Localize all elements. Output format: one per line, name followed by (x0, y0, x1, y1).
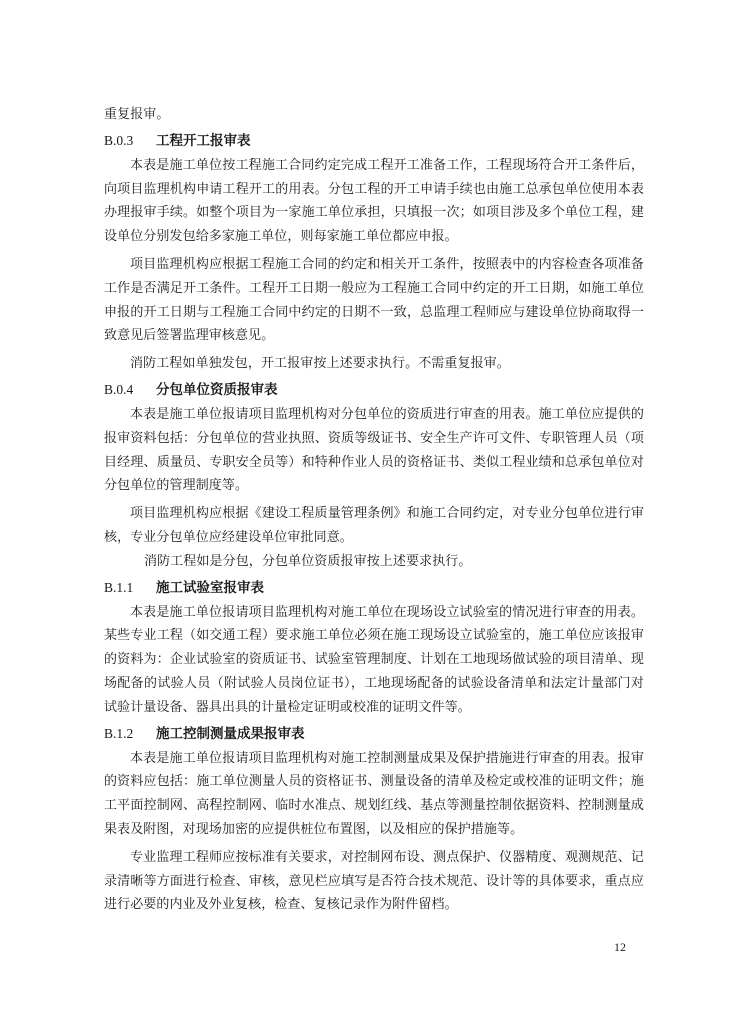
section-heading-b04 (104, 378, 644, 402)
paragraph: 消防工程如单独发包，开工报审按上述要求执行。不需重复报审。 (130, 356, 510, 372)
page-number: 12 (614, 940, 626, 954)
section-number: B.0.4 (104, 381, 134, 397)
body-text (104, 103, 644, 917)
paragraph: 项目监理机构应根据《建设工程质量管理条例》和施工合同约定，对专业分包单位进行审核，专业分包单位应经建设单位审批同意。 (104, 506, 644, 545)
paragraph: 重复报审。 (104, 107, 170, 122)
section-heading-b03 (104, 129, 644, 153)
paragraph: 本表是施工单位按工程施工合同约定完成工程开工准备工作，工程现场符合开工条件后，向项目监理机构申请工程开工的用表。分包工程的开工申请手续也由施工总承包单位使用本表办理报审手续。如整个项目为一家施工单位承担，只填报一次；如项目涉及多个单位工程，建设单位分别发包给多家施工单位，则每家施工单位都应申报。 (104, 157, 644, 245)
section-title: 分包单位资质报审表 (156, 381, 278, 398)
section-heading-b11 (104, 576, 644, 600)
section-heading-b12 (104, 722, 644, 746)
section-title: 施工控制测量成果报审表 (156, 725, 305, 742)
paragraph: 本表是施工单位报请项目监理机构对施工单位在现场设立试验室的情况进行审查的用表。某些专业工程（如交通工程）要求施工单位必须在施工现场设立试验室的，施工单位应该报审的资料为：企业试验室的资质证书、试验室管理制度、计划在工地现场做试验的项目清单、现场配备的试验人员（附试验人员岗位证书），工地现场配备的试验设备清单和法定计量部门对试验计量设备、器具出具的计量检定证明或校准的证明文件等。 (104, 604, 644, 715)
paragraph: 本表是施工单位报请项目监理机构对分包单位的资质进行审查的用表。施工单位应提供的报审资料包括：分包单位的营业执照、资质等级证书、安全生产许可文件、专职管理人员（项目经理、质量员、专职安全员等）和特种作业人员的资格证书、类似工程业绩和总承包单位对分包单位的管理制度等。 (104, 406, 644, 494)
paragraph: 项目监理机构应根据工程施工合同的约定和相关开工条件，按照表中的内容检查各项准备工作是否满足开工条件。工程开工日期一般应为工程施工合同中约定的开工日期，如施工单位申报的开工日期与工程施工合同中约定的日期不一致，总监理工程师应与建设单位协商取得一致意见后签署监理审核意见。 (104, 256, 644, 344)
section-number: B.0.3 (104, 132, 134, 148)
section-title: 工程开工报审表 (156, 132, 251, 149)
section-title: 施工试验室报审表 (156, 579, 264, 596)
section-number: B.1.2 (104, 725, 134, 741)
paragraph: 本表是施工单位报请项目监理机构对施工控制测量成果及保护措施进行审查的用表。报审的资料应包括：施工单位测量人员的资格证书、测量设备的清单及检定或校准的证明文件；施工平面控制网、高程控制网、临时水准点、规划红线、基点等测量控制依据资料、控制测量成果表及附图，对现场加密的应提供桩位布置图，以及相应的保护措施等。 (104, 750, 644, 837)
paragraph: 消防工程如是分包，分包单位资质报审按上述要求执行。 (144, 553, 472, 569)
paragraph: 专业监理工程师应按标准有关要求，对控制网布设、测点保护、仪器精度、观测规范、记录清晰等方面进行检查、审核，意见栏应填写是否符合技术规范、设计等的具体要求，重点应进行必要的内业及外业复核，检查、复核记录作为附件留档。 (104, 849, 644, 913)
section-number: B.1.1 (104, 579, 134, 595)
